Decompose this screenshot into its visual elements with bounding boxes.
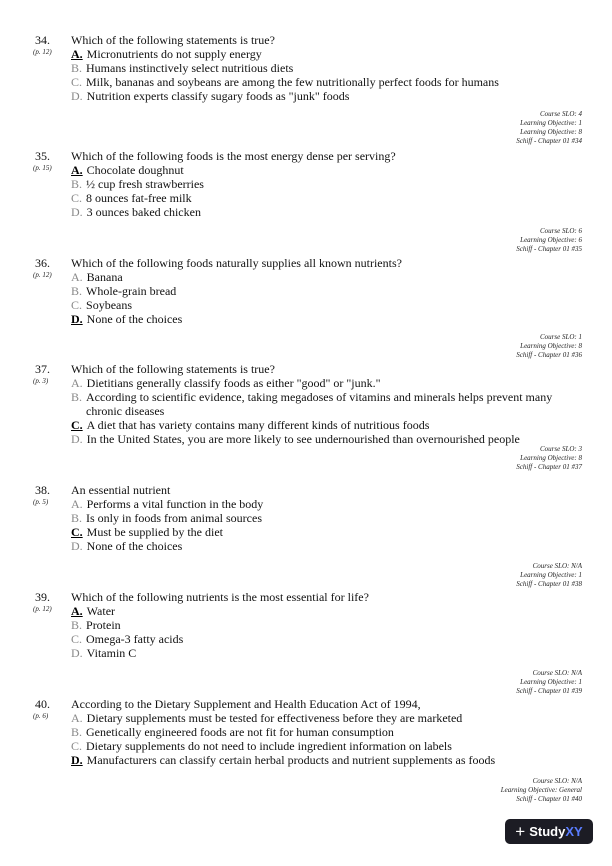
correct-answer-letter: A. xyxy=(71,604,83,618)
metadata-line: Course SLO: N/A xyxy=(532,777,582,785)
answer-options xyxy=(71,270,591,326)
question-stem: Which of the following foods naturally supplies all known nutrients? xyxy=(71,256,402,270)
option-text: Dietary supplements do not need to include ingredient information on labels xyxy=(86,739,452,753)
question-metadata xyxy=(516,562,582,589)
answer-option xyxy=(71,284,591,298)
question-metadata xyxy=(516,445,582,472)
question-number: 34. xyxy=(35,33,50,47)
metadata-line: Learning Objective: 6 xyxy=(520,236,582,244)
page-reference: (p. 6) xyxy=(33,712,49,720)
option-text: A diet that has variety contains many different kinds of nutritious foods xyxy=(86,418,430,432)
page-reference: (p. 15) xyxy=(33,164,52,172)
question-stem: According to the Dietary Supplement and Health Education Act of 1994, xyxy=(71,697,421,711)
metadata-line: Schiff - Chapter 01 #36 xyxy=(516,351,582,359)
answer-option xyxy=(71,497,591,511)
studyxy-logo[interactable] xyxy=(505,819,593,844)
option-text: Is only in foods from animal sources xyxy=(86,511,262,525)
question-metadata xyxy=(516,110,582,146)
option-text: 3 ounces baked chicken xyxy=(86,205,201,219)
answer-option xyxy=(71,163,591,177)
option-text: Banana xyxy=(86,270,123,284)
option-text: Genetically engineered foods are not fit for human consumption xyxy=(86,725,394,739)
option-text: Protein xyxy=(86,618,121,632)
option-text: Must be supplied by the diet xyxy=(86,525,223,539)
option-text: Omega-3 fatty acids xyxy=(86,632,184,646)
page-reference: (p. 5) xyxy=(33,498,49,506)
option-text: Humans instinctively select nutritious diets xyxy=(86,61,294,75)
option-letter: B. xyxy=(71,511,83,525)
answer-options xyxy=(71,711,591,767)
answer-option xyxy=(71,739,591,753)
option-text: Dietary supplements must be tested for effectiveness before they are marketed xyxy=(86,711,463,725)
page-reference: (p. 12) xyxy=(33,48,52,56)
correct-answer-letter: A. xyxy=(71,47,83,61)
metadata-line: Learning Objective: 8 xyxy=(520,454,582,462)
option-text: Nutrition experts classify sugary foods as "junk" foods xyxy=(86,89,350,103)
answer-option xyxy=(71,89,591,103)
question-metadata xyxy=(501,777,582,804)
option-text: Soybeans xyxy=(86,298,133,312)
correct-answer-letter: D. xyxy=(71,312,83,326)
answer-option xyxy=(71,390,591,418)
option-text: In the United States, you are more likely to see undernourished than overnourished people xyxy=(86,432,520,446)
metadata-line: Course SLO: N/A xyxy=(532,562,582,570)
answer-options xyxy=(71,497,591,553)
option-text: None of the choices xyxy=(86,312,183,326)
answer-option xyxy=(71,205,591,219)
answer-option xyxy=(71,47,591,61)
question-number: 37. xyxy=(35,362,50,376)
answer-option xyxy=(71,75,591,89)
option-letter: D. xyxy=(71,432,83,446)
correct-answer-letter: C. xyxy=(71,418,83,432)
option-text: Manufacturers can classify certain herbal products and nutrient supplements as foods xyxy=(86,753,496,767)
option-letter: A. xyxy=(71,376,83,390)
option-text: 8 ounces fat-free milk xyxy=(86,191,192,205)
answer-option xyxy=(71,511,591,525)
metadata-line: Learning Objective: 1 xyxy=(520,119,582,127)
correct-answer-letter: C. xyxy=(71,525,83,539)
answer-options xyxy=(71,47,591,103)
metadata-line: Learning Objective: General xyxy=(500,786,582,794)
answer-option xyxy=(71,753,591,767)
option-letter: B. xyxy=(71,725,83,739)
question-stem: An essential nutrient xyxy=(71,483,171,497)
metadata-line: Schiff - Chapter 01 #37 xyxy=(516,463,582,471)
option-letter: C. xyxy=(71,191,83,205)
option-letter: C. xyxy=(71,632,83,646)
metadata-line: Schiff - Chapter 01 #38 xyxy=(516,580,582,588)
question-stem: Which of the following nutrients is the most essential for life? xyxy=(71,590,369,604)
metadata-line: Schiff - Chapter 01 #34 xyxy=(516,137,582,145)
option-letter: D. xyxy=(71,89,83,103)
answer-option xyxy=(71,177,591,191)
page-reference: (p. 3) xyxy=(33,377,49,385)
metadata-line: Schiff - Chapter 01 #40 xyxy=(516,795,582,803)
answer-option xyxy=(71,525,591,539)
answer-option xyxy=(71,632,591,646)
answer-options xyxy=(71,376,591,446)
answer-option xyxy=(71,376,591,390)
option-letter: B. xyxy=(71,618,83,632)
question-stem: Which of the following statements is true? xyxy=(71,362,275,376)
question-number: 39. xyxy=(35,590,50,604)
answer-option xyxy=(71,61,591,75)
option-text: Performs a vital function in the body xyxy=(86,497,264,511)
metadata-line: Learning Objective: 8 xyxy=(520,128,582,136)
option-text: Whole-grain bread xyxy=(86,284,177,298)
option-text: Water xyxy=(86,604,116,618)
page-reference: (p. 12) xyxy=(33,271,52,279)
option-letter: B. xyxy=(71,390,83,404)
metadata-line: Course SLO: 4 xyxy=(539,110,582,118)
option-text: Micronutrients do not supply energy xyxy=(86,47,262,61)
answer-option xyxy=(71,312,591,326)
answer-option xyxy=(71,604,591,618)
metadata-line: Schiff - Chapter 01 #39 xyxy=(516,687,582,695)
metadata-line: Learning Objective: 1 xyxy=(520,571,582,579)
metadata-line: Course SLO: N/A xyxy=(532,669,582,677)
question-number: 38. xyxy=(35,483,50,497)
option-text: Milk, bananas and soybeans are among the few nutritionally perfect foods for humans xyxy=(86,75,499,89)
option-text: None of the choices xyxy=(86,539,183,553)
question-metadata xyxy=(516,669,582,696)
answer-option xyxy=(71,618,591,632)
answer-option xyxy=(71,298,591,312)
metadata-line: Learning Objective: 1 xyxy=(520,678,582,686)
question-stem: Which of the following statements is true? xyxy=(71,33,275,47)
option-letter: A. xyxy=(71,270,83,284)
option-letter: C. xyxy=(71,75,83,89)
option-letter: B. xyxy=(71,61,83,75)
answer-options xyxy=(71,163,591,219)
answer-option xyxy=(71,646,591,660)
question-number: 36. xyxy=(35,256,50,270)
question-number: 35. xyxy=(35,149,50,163)
answer-option xyxy=(71,418,591,432)
metadata-line: Schiff - Chapter 01 #35 xyxy=(516,245,582,253)
answer-option xyxy=(71,191,591,205)
option-text: Chocolate doughnut xyxy=(86,163,184,177)
question-number: 40. xyxy=(35,697,50,711)
option-letter: B. xyxy=(71,177,83,191)
metadata-line: Learning Objective: 8 xyxy=(520,342,582,350)
option-text: According to scientific evidence, taking megadoses of vitamins and minerals helps prevent many chronic diseases xyxy=(86,390,553,418)
option-text: Vitamin C xyxy=(86,646,137,660)
plus-icon: + xyxy=(515,821,526,841)
answer-option xyxy=(71,539,591,553)
option-letter: D. xyxy=(71,646,83,660)
metadata-line: Course SLO: 1 xyxy=(539,333,582,341)
answer-option xyxy=(71,725,591,739)
option-letter: D. xyxy=(71,205,83,219)
option-letter: C. xyxy=(71,298,83,312)
question-metadata xyxy=(516,333,582,360)
correct-answer-letter: A. xyxy=(71,163,83,177)
logo-study-text: Study xyxy=(529,824,566,839)
option-letter: A. xyxy=(71,497,83,511)
answer-option xyxy=(71,270,591,284)
question-stem: Which of the following foods is the most energy dense per serving? xyxy=(71,149,396,163)
option-letter: A. xyxy=(71,711,83,725)
question-metadata xyxy=(516,227,582,254)
page-reference: (p. 12) xyxy=(33,605,52,613)
correct-answer-letter: D. xyxy=(71,753,83,767)
option-letter: C. xyxy=(71,739,83,753)
option-text: ½ cup fresh strawberries xyxy=(86,177,204,191)
logo-xy-text: XY xyxy=(565,824,583,839)
answer-option xyxy=(71,711,591,725)
answer-options xyxy=(71,604,591,660)
option-text: Dietitians generally classify foods as either "good" or "junk." xyxy=(86,376,381,390)
option-letter: D. xyxy=(71,539,83,553)
metadata-line: Course SLO: 6 xyxy=(539,227,582,235)
option-letter: B. xyxy=(71,284,83,298)
metadata-line: Course SLO: 3 xyxy=(539,445,582,453)
answer-option xyxy=(71,432,591,446)
